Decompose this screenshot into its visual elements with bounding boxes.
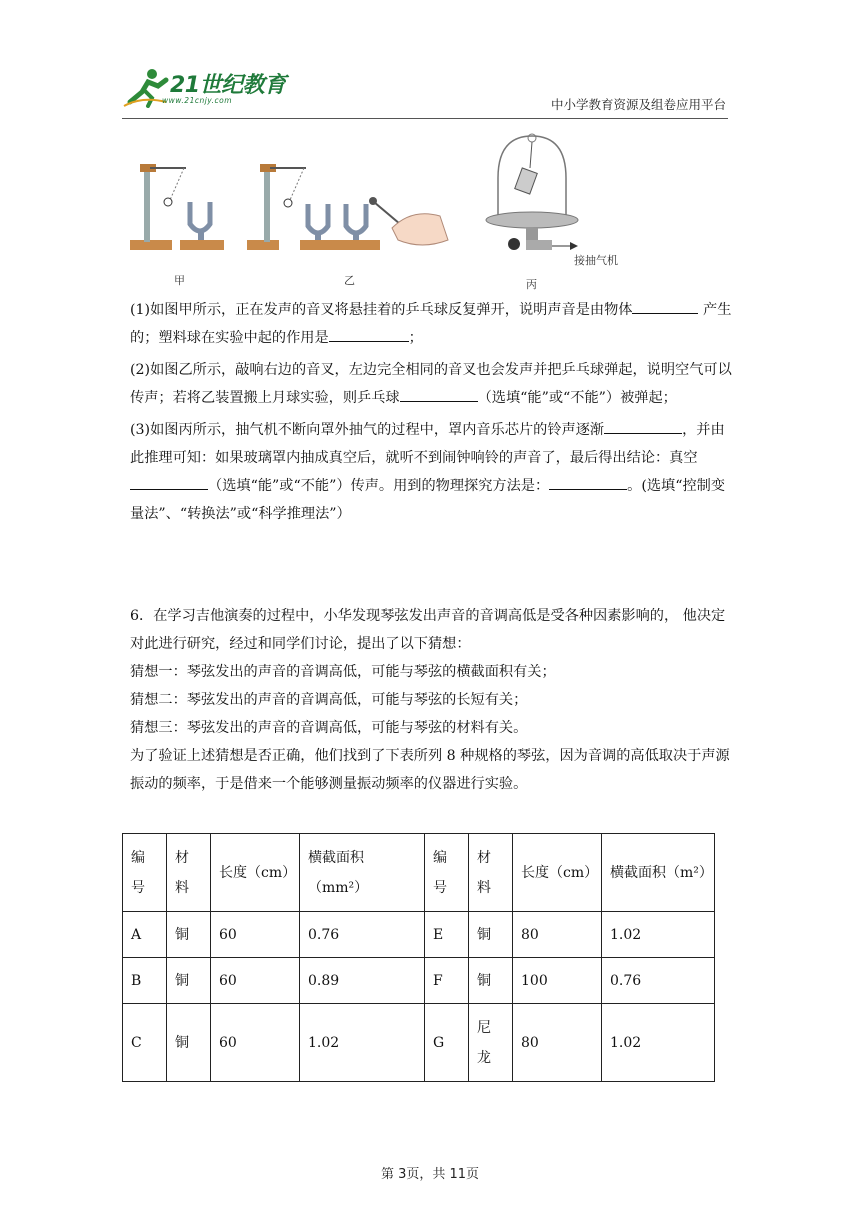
vacuum-bell-figure-bing xyxy=(486,134,578,250)
answer-blank xyxy=(549,473,627,490)
page-header xyxy=(122,60,728,119)
table-cell: 铜 xyxy=(167,1004,211,1082)
q5-p1-text-2: 产生的；塑料球在实验中起的作用是 xyxy=(130,302,732,346)
q6-verify: 为了验证上述猜想是否正确，他们找到了下表所列 8 种规格的琴弦，因为音调的高低取决于声源振动的频率，于是借来一个能够测量振动频率的仪器进行实验。 xyxy=(130,748,730,792)
table-row xyxy=(123,958,715,1004)
answer-blank xyxy=(130,473,208,490)
q5-p3-text-2: ，并由此推理可知：如果玻璃罩内抽成真空后，就听不到闹钟响铃的声音了，最后得出结论：真空 xyxy=(130,422,725,466)
table-cell: 0.76 xyxy=(300,912,425,958)
logo xyxy=(122,66,292,112)
table-header-cell: 长度（cm） xyxy=(211,834,300,912)
answer-blank xyxy=(604,417,682,434)
table-cell: E xyxy=(425,912,469,958)
table-cell: F xyxy=(425,958,469,1004)
tuning-fork-figure-yi xyxy=(247,164,448,250)
q5-part-3 xyxy=(130,416,734,528)
table-header-cell: 编号 xyxy=(425,834,469,912)
table-header-cell: 长度（cm） xyxy=(513,834,602,912)
experiment-illustrations xyxy=(122,128,642,298)
q5-p1-text-3: ； xyxy=(408,330,423,346)
table-header-cell: 材料 xyxy=(469,834,513,912)
platform-name: 中小学教育资源及组卷应用平台 xyxy=(550,97,726,112)
string-spec-table xyxy=(122,833,715,1082)
pump-label: 接抽气机 xyxy=(574,254,618,267)
q5-part-1 xyxy=(130,296,734,352)
question-6 xyxy=(130,602,734,798)
table-cell: 60 xyxy=(211,912,300,958)
logo-url: www.21cnjy.com xyxy=(162,96,233,105)
table-row xyxy=(123,912,715,958)
table-cell: 60 xyxy=(211,958,300,1004)
table-cell: 0.76 xyxy=(602,958,715,1004)
question-5-parts xyxy=(130,296,734,528)
figure-label-jia: 甲 xyxy=(174,274,185,287)
table-cell: B xyxy=(123,958,167,1004)
answer-blank xyxy=(632,297,698,314)
answer-blank xyxy=(329,325,409,342)
q5-p1-text: (1)如图甲所示，正在发声的音叉将悬挂着的乒乓球反复弹开，说明声音是由物体 xyxy=(130,302,633,318)
table-row xyxy=(123,1004,715,1082)
q6-guess-2: 猜想二：琴弦发出的声音的音调高低，可能与琴弦的长短有关； xyxy=(130,692,528,708)
figure-row xyxy=(122,128,642,298)
q5-p2-text-2: （选填“能”或“不能”）被弹起； xyxy=(477,390,677,406)
q5-p3-text-3: （选填“能”或“不能”）传声。用到的物理探究方法是： xyxy=(208,478,550,494)
q5-p2-text: (2)如图乙所示，敲响右边的音叉，左边完全相同的音叉也会发声并把乒乓球弹起，说明空气可以传声；若将乙装置搬上月球实验，则乒乓球 xyxy=(130,362,732,406)
q6-guess-3: 猜想三：琴弦发出的声音的音调高低，可能与琴弦的材料有关。 xyxy=(130,720,528,736)
table-header-cell: 材料 xyxy=(167,834,211,912)
table-header-cell: 横截面积（m²） xyxy=(602,834,715,912)
table-cell: C xyxy=(123,1004,167,1082)
table-cell: 0.89 xyxy=(300,958,425,1004)
table-cell: 1.02 xyxy=(602,912,715,958)
table-cell: A xyxy=(123,912,167,958)
table-header-cell: 横截面积（mm²） xyxy=(300,834,425,912)
q5-part-2 xyxy=(130,356,734,412)
q5-p3-text: (3)如图丙所示，抽气机不断向罩外抽气的过程中，罩内音乐芯片的铃声逐渐 xyxy=(130,422,605,438)
table-cell: 铜 xyxy=(167,958,211,1004)
q5-p3-text-4: 。(选填“控制变量法”、“转换法”或“科学推理法”） xyxy=(130,478,726,522)
q6-guess-1: 猜想一：琴弦发出的声音的音调高低，可能与琴弦的横截面积有关； xyxy=(130,664,556,680)
page-footer: 第 3页，共 11页 xyxy=(380,1167,480,1182)
table-header-row xyxy=(123,834,715,912)
table-cell: 铜 xyxy=(469,958,513,1004)
figure-label-bing: 丙 xyxy=(526,278,537,291)
tuning-fork-figure-jia xyxy=(130,164,224,250)
table-cell: 60 xyxy=(211,1004,300,1082)
table-cell: 80 xyxy=(513,1004,602,1082)
answer-blank xyxy=(400,385,478,402)
table-cell: 铜 xyxy=(167,912,211,958)
logo-text: 21世纪教育 xyxy=(170,73,286,98)
table-header-cell: 编号 xyxy=(123,834,167,912)
table-cell: 80 xyxy=(513,912,602,958)
table-cell: 100 xyxy=(513,958,602,1004)
table-cell: 尼龙 xyxy=(469,1004,513,1082)
table-cell: G xyxy=(425,1004,469,1082)
q6-intro: 6．在学习吉他演奏的过程中，小华发现琴弦发出声音的音调高低是受各种因素影响的， 他决定对此进行研究，经过和同学们讨论，提出了以下猜想： xyxy=(130,608,726,652)
figure-label-yi: 乙 xyxy=(344,274,355,287)
table-cell: 1.02 xyxy=(300,1004,425,1082)
table-cell: 1.02 xyxy=(602,1004,715,1082)
table-cell: 铜 xyxy=(469,912,513,958)
